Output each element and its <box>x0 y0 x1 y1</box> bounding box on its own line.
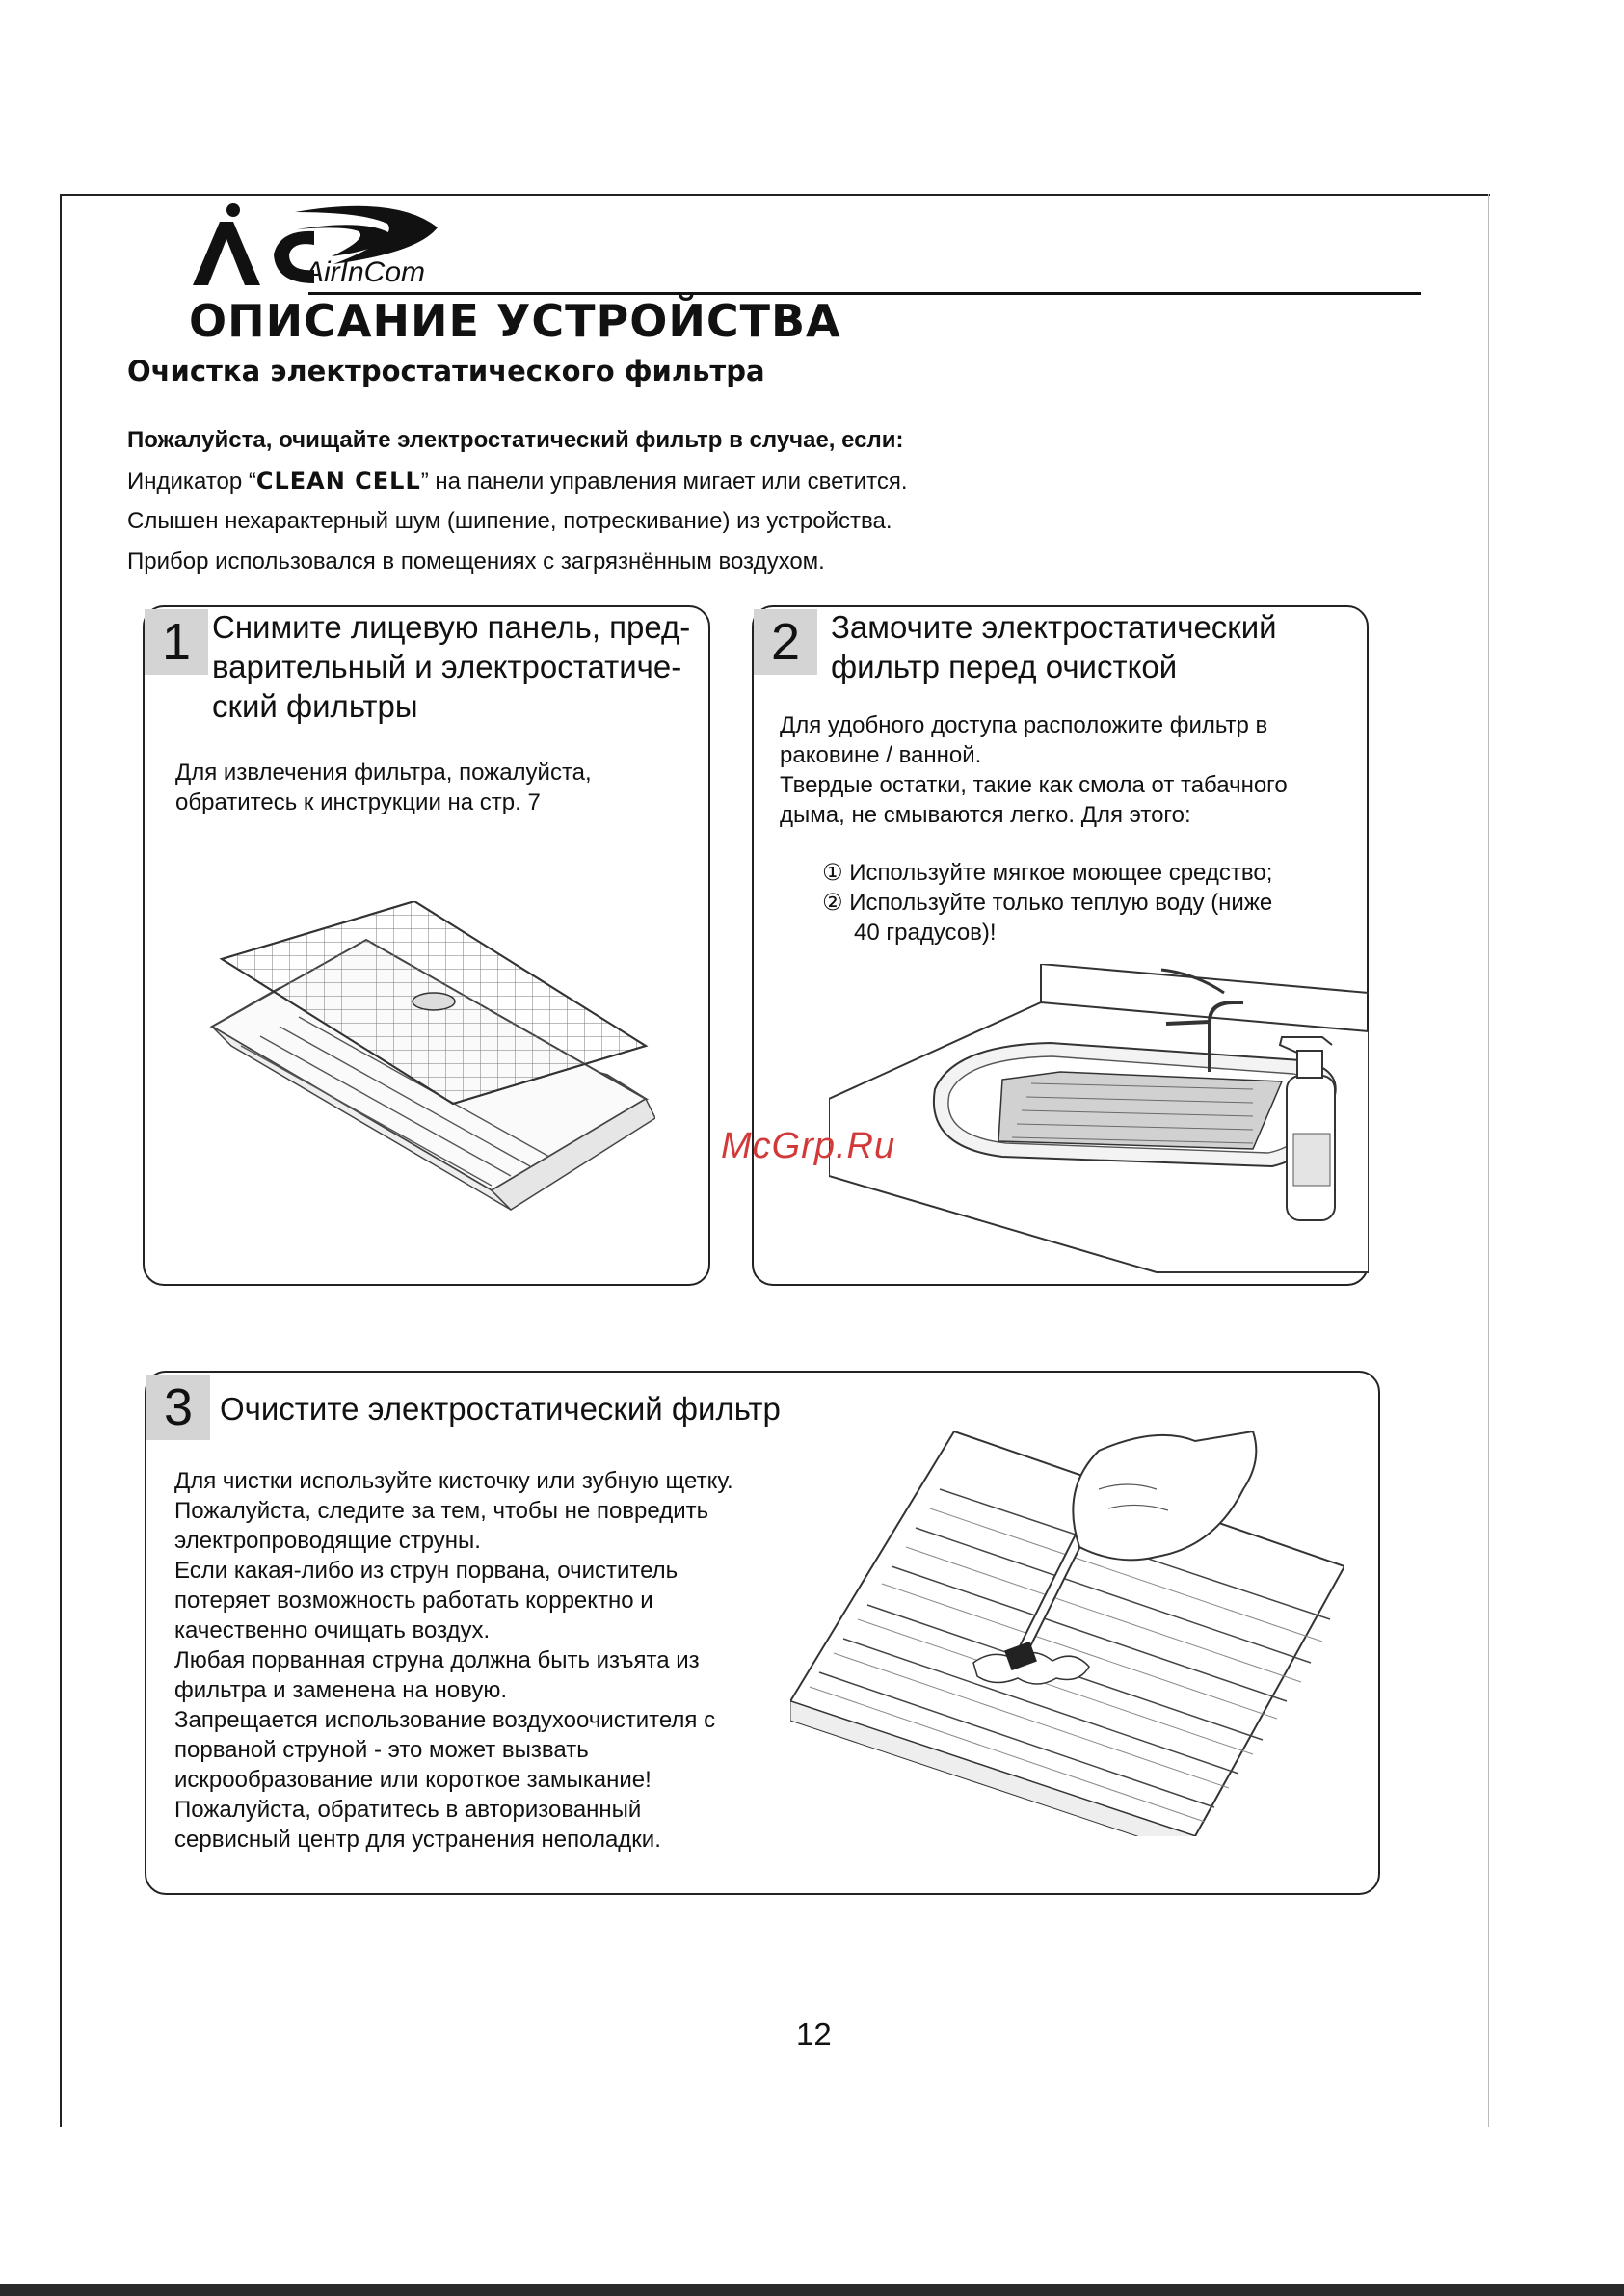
section-subtitle: Очистка электростатического фильтра <box>127 355 765 387</box>
page-number: 12 <box>796 2016 832 2052</box>
step-3-title: Очистите электростатический фильтр <box>220 1391 781 1427</box>
step-2-list-item-2: ② Используйте только теплую воду (ниже <box>822 890 1273 916</box>
intro-line-1 <box>127 467 907 495</box>
sink-soaking-illustration <box>829 964 1369 1282</box>
step-2-body: Для удобного доступа расположите фильтр в раковине / ванной. Твердые остатки, такие как смола от табачного дыма, не смываются легко. Для этого: <box>780 712 1288 828</box>
logo-brand: AirInCom <box>305 256 426 288</box>
intro-line-2: Слышен нехарактерный шум (шипение, потрескивание) из устройства. <box>127 508 892 534</box>
step-1-title: Снимите лицевую панель, пред- варительный и электростатиче- ский фильтры <box>212 609 691 724</box>
step-1-body: Для извлечения фильтра, пожалуйста, обратитесь к инструкции на стр. 7 <box>175 760 592 815</box>
page-frame-top <box>60 194 1490 196</box>
watermark: McGrp.Ru <box>721 1126 896 1166</box>
step-3-body: Для чистки используйте кисточку или зубную щетку. Пожалуйста, следите за тем, чтобы не повредить электропроводящие струны. Если какая-либо из струн порвана, очиститель потеряет возможность работать корректно и качественно очищать воздух. Любая порванная струна должна быть изъята из фильтра и заменена на новую. Запрещается использование воздухоочистителя с порваной струной - это может вызвать искрообразование или короткое замыкание! Пожалуйста, обратитесь в авторизованный сервисный центр для устранения неполадки. <box>174 1468 733 1853</box>
step-3-number: 3 <box>146 1375 210 1440</box>
brush-cleaning-illustration <box>790 1431 1344 1836</box>
page-frame-left <box>60 194 62 2127</box>
intro-line-1-prefix: Индикатор “ <box>127 468 256 494</box>
step-2-title: Замочите электростатический фильтр перед очисткой <box>831 609 1277 684</box>
filter-removal-illustration <box>202 901 655 1258</box>
page-frame-right <box>1488 194 1489 2127</box>
intro-line-3: Прибор использовался в помещениях с загрязнённым воздухом. <box>127 548 825 574</box>
step-1-number: 1 <box>145 609 208 675</box>
step-2-number: 2 <box>754 609 817 675</box>
page-title: ОПИСАНИЕ УСТРОЙСТВА <box>189 295 841 347</box>
step-2-list-item-1: ① Используйте мягкое моющее средство; <box>822 860 1273 886</box>
bottom-band <box>0 2284 1624 2296</box>
clean-cell-label: CLEAN CELL <box>255 467 421 494</box>
step-2-list: ① Используйте мягкое моющее средство; ② Используйте только теплую воду (ниже 40 градусов)! <box>822 860 1273 946</box>
intro-line-1-suffix: ” на панели управления мигает или светится. <box>420 468 908 494</box>
intro-lead: Пожалуйста, очищайте электростатический фильтр в случае, если: <box>127 427 904 453</box>
